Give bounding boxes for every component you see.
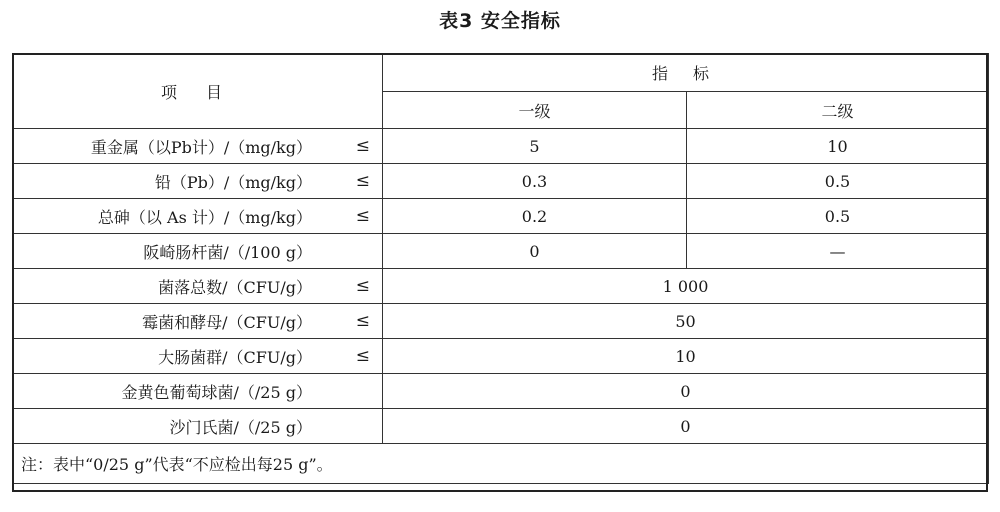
merged-value: 10 [383,339,989,374]
merged-value: 50 [383,304,989,339]
row-item-label: 重金属（以Pb计）/（mg/kg） [90,137,312,157]
le-symbol: ≤ [355,171,370,191]
grade1-value: 5 [383,129,687,164]
row-item-label: 金黄色葡萄球菌/（/25 g） [121,382,312,402]
table-outer-border [12,53,988,492]
row-item-label: 沙门氏菌/（/25 g） [169,417,312,437]
grade2-value: 10 [687,129,989,164]
grade1-value: 0.2 [383,199,687,234]
row-item-label: 菌落总数/（CFU/g） [158,277,312,297]
row-item-label: 铅（Pb）/（mg/kg） [154,172,312,192]
header-grade1: 一级 [383,92,687,129]
header-grade2: 二级 [687,92,989,129]
grade1-value: 0.3 [383,164,687,199]
header-item: 项 目 [13,54,383,129]
grade2-value: 0.5 [687,164,989,199]
grade2-value: — [687,234,989,269]
row-item-label: 霉菌和酵母/（CFU/g） [142,312,312,332]
le-symbol: ≤ [355,346,370,366]
le-symbol: ≤ [355,206,370,226]
header-indicator: 指 标 [383,54,989,92]
table-note: 注：表中“0/25 g”代表“不应检出每25 g”。 [13,444,989,484]
grade2-value: 0.5 [687,199,989,234]
merged-value: 0 [383,409,989,444]
row-item-label: 大肠菌群/（CFU/g） [158,347,312,367]
row-item-label: 总砷（以 As 计）/（mg/kg） [97,207,312,227]
grade1-value: 0 [383,234,687,269]
le-symbol: ≤ [355,276,370,296]
row-item-label: 阪崎肠杆菌/（/100 g） [143,242,312,262]
merged-value: 1 000 [383,269,989,304]
le-symbol: ≤ [355,311,370,331]
merged-value: 0 [383,374,989,409]
le-symbol: ≤ [355,136,370,156]
table-title: 表3 安全指标 [439,10,561,32]
